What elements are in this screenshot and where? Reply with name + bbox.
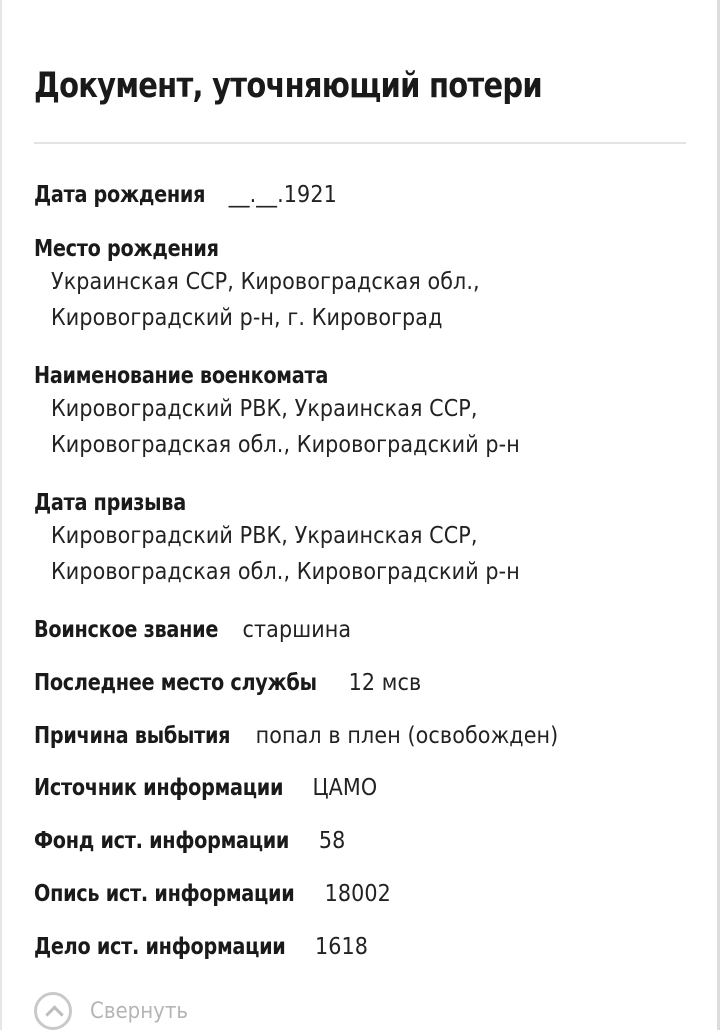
source-value: ЦАМО	[312, 775, 378, 801]
field-reason	[34, 719, 694, 755]
last-service-value: 12 мсв	[348, 670, 422, 696]
last-service-label: Последнее место службы	[34, 670, 317, 696]
opis-label: Опись ист. информации	[34, 881, 295, 907]
field-birth-place	[34, 234, 694, 336]
birth-place-label: Место рождения	[34, 236, 219, 262]
chevron-up-circle-icon[interactable]	[34, 992, 72, 1030]
delo-label: Дело ист. информации	[34, 934, 286, 960]
title-divider	[34, 142, 686, 144]
fond-value: 58	[318, 828, 346, 854]
opis-value: 18002	[324, 881, 391, 907]
draft-date-line-1: Кировоградский РВК, Украинская ССР,	[51, 523, 478, 549]
military-office-label: Наименование военкомата	[34, 363, 329, 389]
delo-value: 1618	[315, 934, 369, 960]
field-draft-date	[34, 488, 694, 590]
field-last-service	[34, 666, 694, 702]
birth-place-line-1: Украинская ССР, Кировоградская обл.,	[51, 269, 480, 295]
field-delo	[34, 930, 694, 966]
field-military-office	[34, 361, 694, 463]
birth-date-label: Дата рождения	[34, 182, 206, 208]
military-office-line-1: Кировоградский РВК, Украинская ССР,	[51, 396, 478, 422]
birth-date-value: __.__.1921	[228, 182, 337, 208]
rank-label: Воинское звание	[34, 617, 219, 643]
birth-place-line-2: Кировоградский р-н, г. Кировоград	[51, 305, 443, 331]
source-label: Источник информации	[34, 775, 284, 801]
field-rank	[34, 613, 694, 649]
collapse-label[interactable]: Свернуть	[90, 998, 189, 1024]
card-title: Документ, уточняющий потери	[34, 66, 542, 106]
left-edge	[0, 0, 2, 1030]
draft-date-label: Дата призыва	[34, 490, 186, 516]
field-birth-date	[34, 178, 694, 214]
reason-value: попал в плен (освобожден)	[255, 723, 559, 749]
rank-value: старшина	[242, 617, 352, 643]
military-office-line-2: Кировоградская обл., Кировоградский р-н	[51, 432, 520, 458]
reason-label: Причина выбытия	[34, 723, 231, 749]
collapse-button[interactable]	[34, 992, 188, 1030]
fond-label: Фонд ист. информации	[34, 828, 290, 854]
field-opis	[34, 877, 694, 913]
draft-date-line-2: Кировоградская обл., Кировоградский р-н	[51, 559, 520, 585]
field-source	[34, 771, 694, 807]
field-fond	[34, 824, 694, 860]
